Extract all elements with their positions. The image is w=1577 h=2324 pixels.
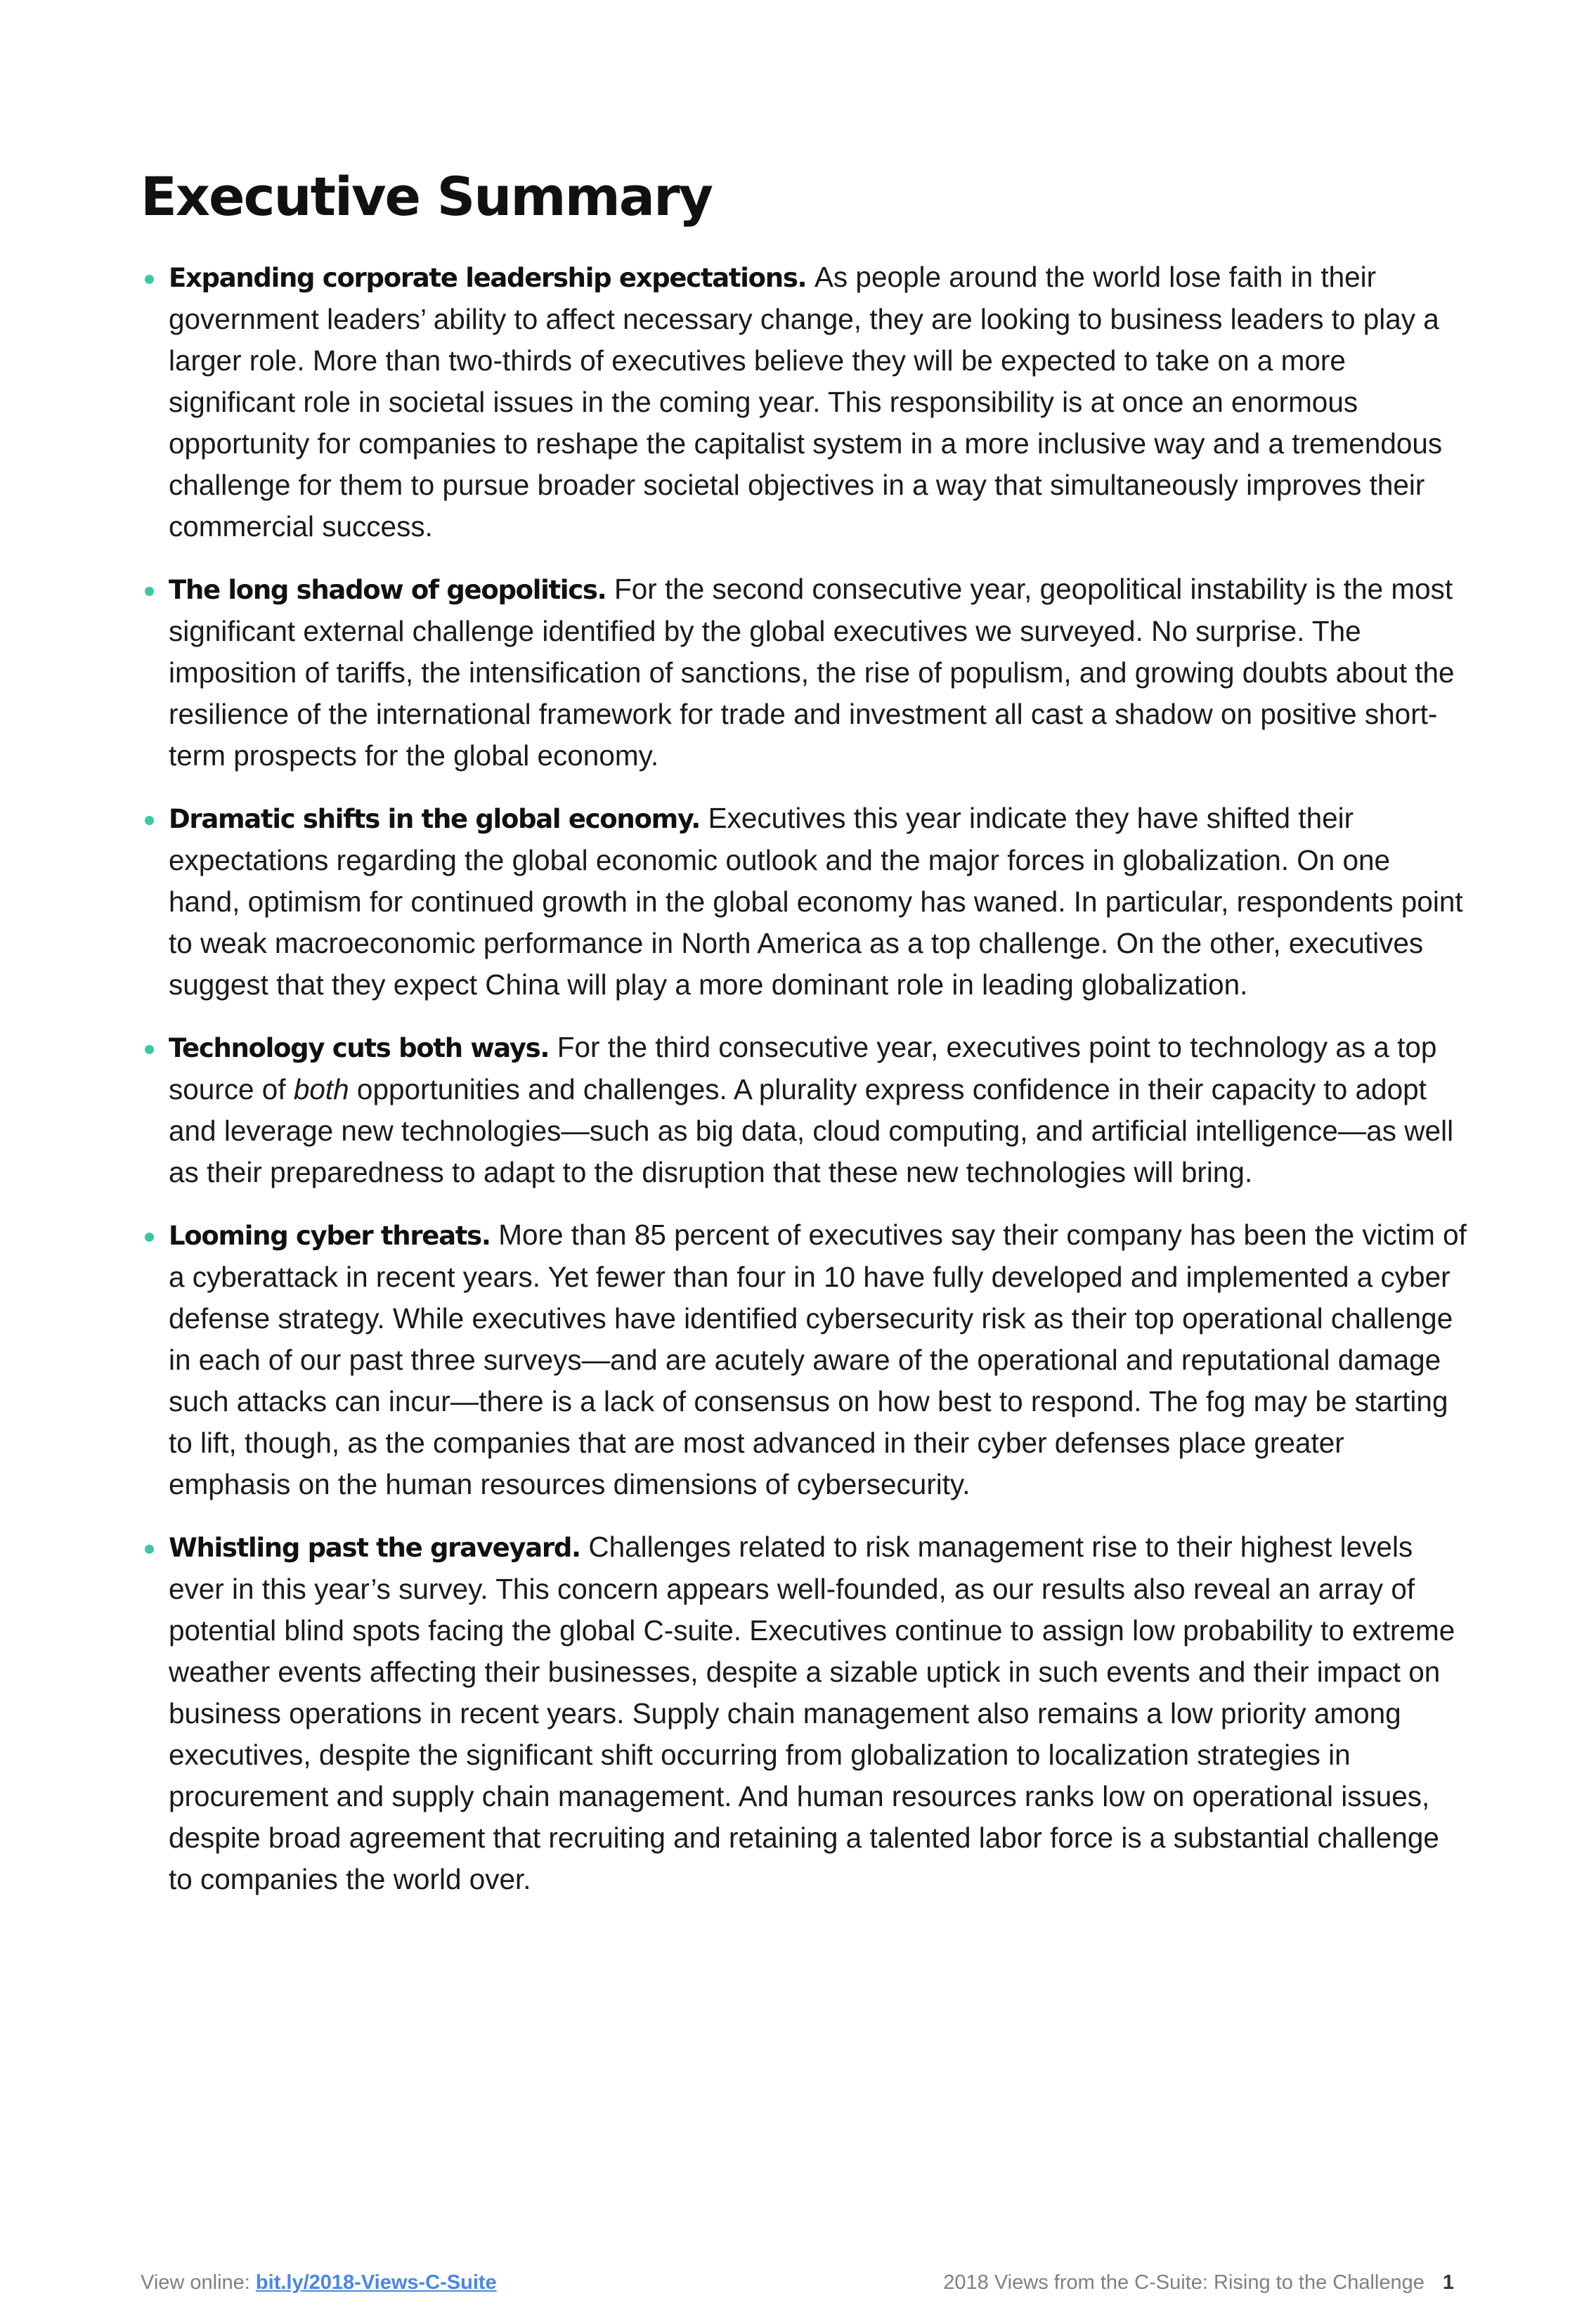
item-lead: Dramatic shifts in the global economy. — [169, 804, 708, 834]
summary-list — [141, 257, 1469, 1921]
view-online-label: View online: — [141, 2271, 250, 2294]
report-title: 2018 Views from the C-Suite: Rising to the Challenge — [943, 2271, 1425, 2294]
bullet-icon — [145, 1545, 154, 1554]
item-text-after: opportunities and challenges. A plurality express confidence in their capacity to adopt and leverage new technologies—such as big data, cloud computing, and artificial intelligence—as well as their preparedness to adapt to the disruption that these new technologies will bring. — [169, 1073, 1454, 1188]
item-text-emphasis: both — [293, 1073, 349, 1105]
item-lead: Expanding corporate leadership expectations. — [169, 263, 815, 293]
item-lead: The long shadow of geopolitics. — [169, 575, 614, 605]
page-number: 1 — [1442, 2271, 1454, 2294]
item-lead: Whistling past the graveyard. — [169, 1533, 589, 1563]
view-online-link[interactable]: bit.ly/2018-Views-C-Suite — [255, 2271, 497, 2294]
bullet-icon — [145, 587, 154, 596]
footer-report-info — [943, 2268, 1454, 2297]
item-text: For the second consecutive year, geopolitical instability is the most significant external challenge identified by the global executives we surveyed. No surprise. The imposition of tariffs, the intensification of sanctions, the rise of populism, and growing doubts about the resilience of the international framework for trade and investment all cast a shadow on positive short-term prospects for the global economy. — [169, 573, 1455, 772]
item-lead: Looming cyber threats. — [169, 1221, 499, 1251]
list-item — [141, 1214, 1469, 1505]
item-lead: Technology cuts both ways. — [169, 1033, 557, 1063]
list-item — [141, 257, 1469, 547]
list-item — [141, 1027, 1469, 1193]
item-text: Executives this year indicate they have shifted their expectations regarding the global economic outlook and the major forces in globalization. On one hand, optimism for continued growth in the global economy has waned. In particular, respondents point to weak macroeconomic performance in North America as a top challenge. On the other, executives suggest that they expect China will play a more dominant role in leading globalization. — [169, 802, 1463, 1001]
bullet-icon — [145, 816, 154, 825]
list-item — [141, 1526, 1469, 1900]
list-item — [141, 569, 1469, 777]
bullet-icon — [145, 275, 154, 284]
bullet-icon — [145, 1233, 154, 1242]
item-text: Challenges related to risk management rise to their highest levels ever in this year’s survey. This concern appears well-founded, as our results also reveal an array of potential blind spots facing the global C-suite. Executives continue to assign low probability to extreme weather events affecting their businesses, despite a sizable uptick in such events and their impact on business operations in recent years. Supply chain management also remains a low priority among executives, despite the significant shift occurring from globalization to localization strategies in procurement and supply chain management. And human resources ranks low on operational issues, despite broad agreement that recruiting and retaining a talented labor force is a substantial challenge to companies the world over. — [169, 1531, 1455, 1895]
page-title: Executive Summary — [141, 165, 713, 228]
item-text: More than 85 percent of executives say their company has been the victim of a cyberattack in recent years. Yet fewer than four in 10 have fully developed and implemented a cyber defense strategy. While executives have identified cybersecurity risk as their top operational challenge in each of our past three surveys—and are acutely aware of the operational and reputational damage such attacks can incur—there is a lack of consensus on how best to respond. The fog may be starting to lift, though, as the companies that are most advanced in their cyber defenses place greater emphasis on the human resources dimensions of cybersecurity. — [169, 1219, 1467, 1500]
footer-view-online — [141, 2268, 497, 2297]
bullet-icon — [145, 1045, 154, 1054]
list-item — [141, 798, 1469, 1006]
item-text: As people around the world lose faith in their government leaders’ ability to affect necessary change, they are looking to business leaders to play a larger role. More than two-thirds of executives believe they will be expected to take on a more significant role in societal issues in the coming year. This responsibility is at once an enormous opportunity for companies to reshape the capitalist system in a more inclusive way and a tremendous challenge for them to pursue broader societal objectives in a way that simultaneously improves their commercial success. — [169, 261, 1443, 543]
item-text-before: For the third consecutive year, executives point to technology as a top source of — [169, 1031, 1437, 1105]
